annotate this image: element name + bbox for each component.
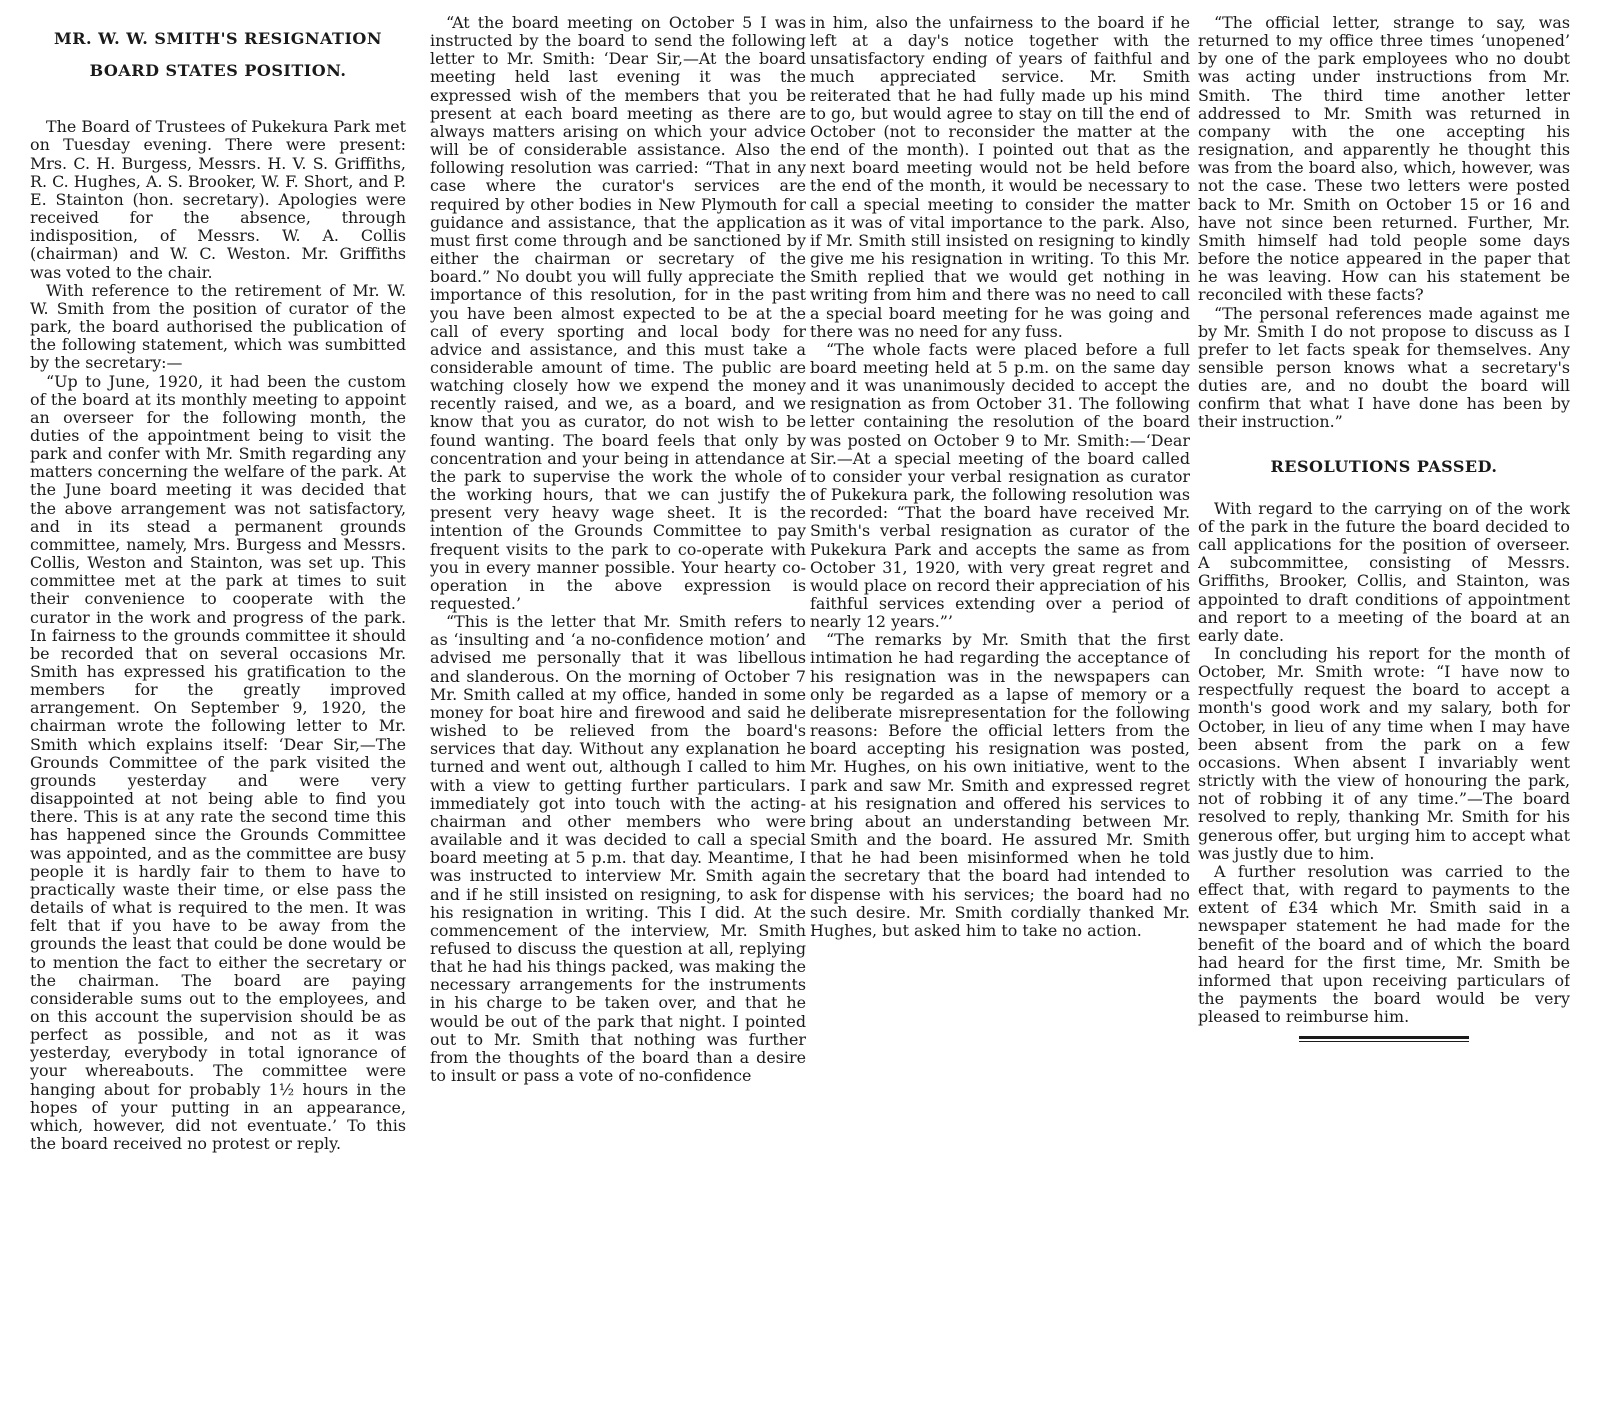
paragraph: A further resolution was carried to the effect that, with regard to payments to the extent of £34 which Mr. Smith said in a newspaper statement he had made for the benefit of the board and of which the board had heard for the first time, Mr. Smith be informed that upon receiving particulars of the payments the board would be very pleased to reimburse him. <box>1198 861 1570 1027</box>
paragraph: in him, also the unfairness to the board if he left at a day's notice together with the unsatisfactory ending of years of faithful and much appreciated service. Mr. Smith reiterated that he had fully made up his mind to go, but would agree to stay on till the end of October (not to reconsider the matter at the end of the month). I pointed out that as the next board meeting would not be held before the end of the month, it would be necessary to call a special meeting to consider the matter as it was of vital importance to the park. Also, if Mr. Smith still insisted on resigning to kindly give me his resignation in writing. To this Mr. Smith replied that we would get nothing in writing from him and there was no need to call a special board meeting for he was going and there was no need for any fuss. <box>810 14 1190 341</box>
paragraph: “Up to June, 1920, it had been the custom of the board at its monthly meeting to appoint an overseer for the following month, the duties of the appointment being to visit the park and confer with Mr. Smith regarding any matters concerning the welfare of the park. At the June board meeting it was decided that the above arrangement was not satisfactory, and in its stead a permanent grounds committee, namely, Mrs. Burgess and Messrs. Collis, Weston and Stainton, was set up. This committee met at the park at times to suit their convenience to cooperate with the curator in the work and progress of the park. In fairness to the grounds committee it should be recorded that on several occasions Mr. Smith has expressed his gratification to the members for the greatly improved arrangement. On September 9, 1920, the chairman wrote the following letter to Mr. Smith which explains itself: ‘Dear Sir,—The Grounds Committee of the park visited the grounds yesterday and were very disappointed at not being able to find you there. This is at any rate the second time this has happened since the Grounds Committee was appointed, and as the committee are busy people it is hardly fair to them to have to practically waste their time, or else pass the details of what is required to the men. It was felt that if you have to be away from the grounds the least that could be done would be to mention the fact to either the secretary or the chairman. The board are paying considerable sums out to the employees, and on this account the supervision should be as perfect as possible, and not as it was yesterday, everybody in total ignorance of your whereabouts. The committee were hanging about for probably 1½ hours in the hopes of your putting in an appearance, which, however, did not eventuate.’ To this the board received no protest or reply. <box>30 371 406 1154</box>
article-subheading: BOARD STATES POSITION. <box>89 61 347 81</box>
paragraph: “At the board meeting on October 5 I was instructed by the board to send the following letter to Mr. Smith: ‘Dear Sir,—At the board meeting held last evening it was the expressed wish of the members that you be present at each board meeting as there are always matters arising on which your advice will be of considerable assistance. Also the following resolution was carried: “That in any case where the curator's services are required by other bodies in New Plymouth for guidance and assistance, that the application must first come through and be sanctioned by either the chairman or secretary of the board.” No doubt you will fully appreciate the importance of this resolution, for in the past you have been almost expected to be at the call of every sporting and local body for advice and assistance, and this must take a considerable amount of time. The public are watching closely how we expend the money recently raised, and we, as a board, and we know that you as curator, do not wish to be found wanting. The board feels that only by concentration and your being in attendance at the park to supervise the work the whole of the working hours, that we can justify the present very heavy wage sheet. It is the intention of the Grounds Committee to pay frequent visits to the park to co-operate with you in every manner possible. Your hearty co-operation in the above expression is requested.’ <box>430 14 806 613</box>
paragraph: “The official letter, strange to say, was returned to my office three times ‘unopened’ by one of the park employees who no doubt was acting under instructions from Mr. Smith. The third time another letter addressed to Mr. Smith was returned in company with the one accepting his resignation, and apparently he thought this was from the board also, which, however, was not the case. These two letters were posted back to Mr. Smith on October 15 or 16 and have not since been returned. Further, Mr. Smith himself had told people some days before the notice appeared in the paper that he was leaving. How can his statement be reconciled with these facts? <box>1198 14 1570 305</box>
paragraph: With regard to the carrying on of the work of the park in the future the board decided to call applications for the position of overseer. A subcommittee, consisting of Messrs. Griffiths, Brooker, Collis, and Stainton, was appointed to draft conditions of appointment and report to a meeting of the board at an early date. <box>1198 498 1570 645</box>
paragraph: “This is the letter that Mr. Smith refers to as ‘insulting and ‘a no-confidence motion’ and advised me personally that it was libellous and slanderous. On the morning of October 7 Mr. Smith called at my office, handed in some money for boat hire and firewood and said he wished to be relieved from the board's services that day. Without any explanation he turned and went out, although I called to him with a view to getting further particulars. I immediately got into touch with the acting-chairman and other members who were available and it was decided to call a special board meeting at 5 p.m. that day. Meantime, I was instructed to interview Mr. Smith again and if he still insisted on resigning, to ask for his resignation in writing. This I did. At the commencement of the interview, Mr. Smith refused to discuss the question at all, replying that he had his things packed, was making the necessary arrangements for the instruments in his charge to be taken over, and that he would be out of the park that night. I pointed out to Mr. Smith that nothing was further from the thoughts of the board than a desire to insult or pass a vote of no-confidence <box>430 612 806 1086</box>
article-heading: MR. W. W. SMITH'S RESIGNATION <box>54 29 382 48</box>
paragraph: With reference to the retirement of Mr. W. W. Smith from the position of curator of the park, the board authorised the publication of the following statement, which was sumbitted by the secretary:— <box>30 280 406 373</box>
column-3 <box>810 14 1190 1409</box>
paragraph: The Board of Trustees of Pukekura Park met on Tuesday evening. There were present: Mrs. C. H. Burgess, Messrs. H. V. S. Griffiths, R. C. Hughes, A. S. Brooker, W. F. Short, and P. E. Stainton (hon. secretary). Apologies were received for the absence, through indisposition, of Messrs. W. A. Collis (chairman) and W. C. Weston. Mr. Griffiths was voted to the chair. <box>30 117 406 282</box>
paragraph: “The personal references made against me by Mr. Smith I do not propose to discuss as I prefer to let facts speak for themselves. Any sensible person knows what a secretary's duties are, and no doubt the board will confirm that what I have done has been by their instruction.” <box>1198 303 1570 432</box>
end-rule <box>1299 1036 1469 1042</box>
column-1 <box>30 14 406 1409</box>
column-2 <box>430 14 806 1409</box>
paragraph: “The remarks by Mr. Smith that the first intimation he had regarding the acceptance of his resignation was in the newspapers can only be regarded as a lapse of memory or a deliberate misrepresentation for the following reasons: Before the official letters from the board accepting his resignation was posted, Mr. Hughes, on his own initiative, went to the park and saw Mr. Smith and expressed regret at his resignation and offered his services to bring about an understanding between Mr. Smith and the board. He assured Mr. Smith that he had been misinformed when he told the secretary that the board had intended to dispense with his services; the board had no such desire. Mr. Smith cordially thanked Mr. Hughes, but asked him to take no action. <box>810 630 1190 940</box>
section-heading: RESOLUTIONS PASSED. <box>1270 456 1498 476</box>
column-4 <box>1198 14 1570 1409</box>
paragraph: In concluding his report for the month of October, Mr. Smith wrote: “I have now to respectfully request the board to accept a month's good work and my salary, both for October, in lieu of any time when I may have been absent from the park on a few occasions. When absent I invariably went strictly with the view of honouring the park, not of robbing it of any time.”—The board resolved to reply, thanking Mr. Smith for his generous offer, but urging him to accept what was justly due to him. <box>1198 644 1570 863</box>
paragraph: “The whole facts were placed before a full board meeting held at 5 p.m. on the same day and it was unanimously decided to accept the resignation as from October 31. The following letter containing the resolution of the board was posted on October 9 to Mr. Smith:—‘Dear Sir.—At a special meeting of the board called to consider your verbal resignation as curator of Pukekura park, the following resolution was recorded: “That the board have received Mr. Smith's verbal resignation as curator of the Pukekura Park and accepts the same as from October 31, 1920, with very great regret and would place on record their appreciation of his faithful services extending over a period of nearly 12 years.”’ <box>810 339 1190 632</box>
